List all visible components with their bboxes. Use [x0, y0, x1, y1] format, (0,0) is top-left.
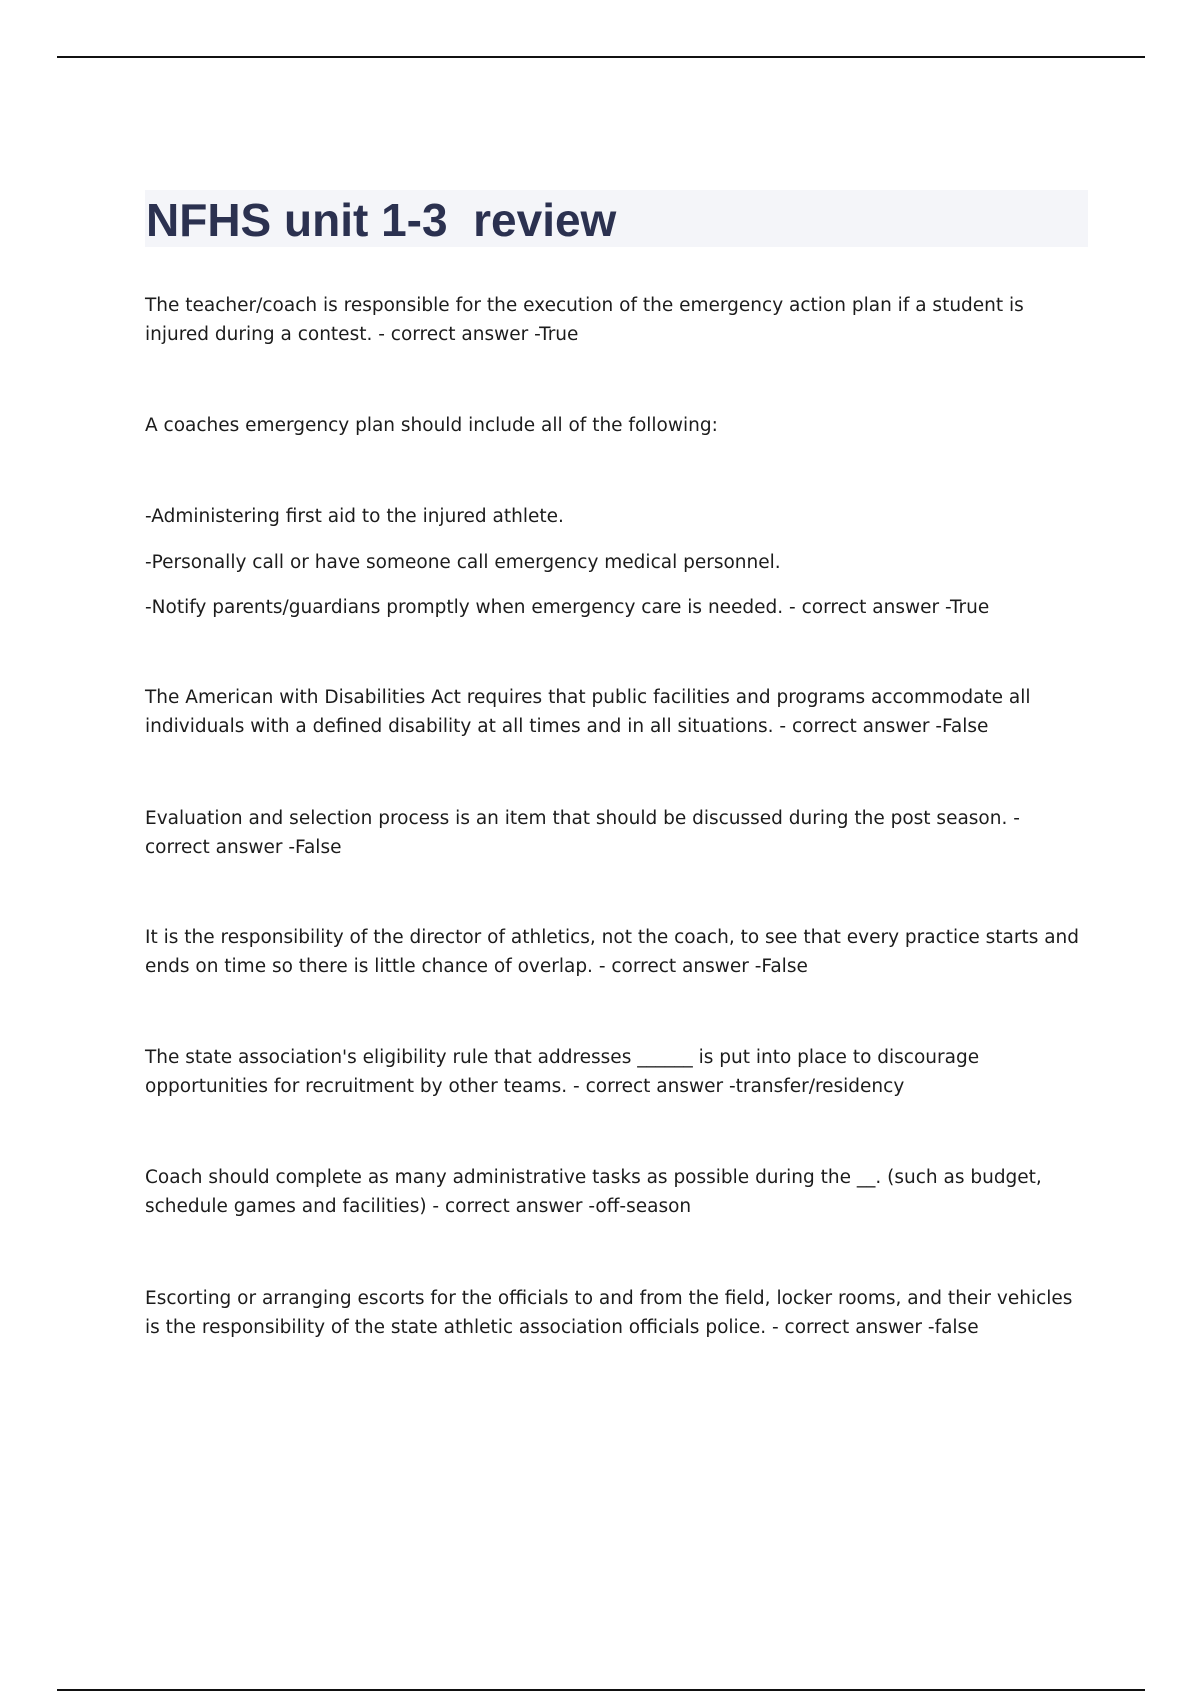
question-8: Escorting or arranging escorts for the officials to and from the field, locker rooms, and their vehicles is the responsibility of the state athletic association officials police. - correct answer -false: [145, 1288, 1073, 1338]
question-2-item-2: -Personally call or have someone call emergency medical personnel.: [145, 552, 781, 573]
question-2-item-3: -Notify parents/guardians promptly when emergency care is needed. - correct answer -True: [145, 597, 990, 618]
question-2-item-1: -Administering first aid to the injured athlete.: [145, 506, 564, 527]
question-1: The teacher/coach is responsible for the execution of the emergency action plan if a student is injured during a contest. - correct answer -True: [145, 295, 1024, 345]
question-3: The American with Disabilities Act requires that public facilities and programs accommodate all individuals with a defined disability at all times and in all situations. - correct answer -False: [145, 687, 1031, 737]
question-4: Evaluation and selection process is an item that should be discussed during the post season. - correct answer -False: [145, 808, 1020, 858]
footer-rule: [57, 1689, 1145, 1691]
header-rule: [57, 56, 1145, 58]
question-5: It is the responsibility of the director of athletics, not the coach, to see that every practice starts and ends on time so there is little chance of overlap. - correct answer -False: [145, 927, 1080, 977]
question-7: Coach should complete as many administrative tasks as possible during the __. (such as budget, schedule games and facilities) - correct answer -off-season: [145, 1167, 1042, 1217]
page-title: NFHS unit 1-3 review: [146, 194, 617, 246]
question-2: A coaches emergency plan should include all of the following:: [145, 415, 718, 436]
question-6: The state association's eligibility rule that addresses ______ is put into place to discourage opportunities for recruitment by other teams. - correct answer -transfer/residency: [145, 1047, 980, 1097]
